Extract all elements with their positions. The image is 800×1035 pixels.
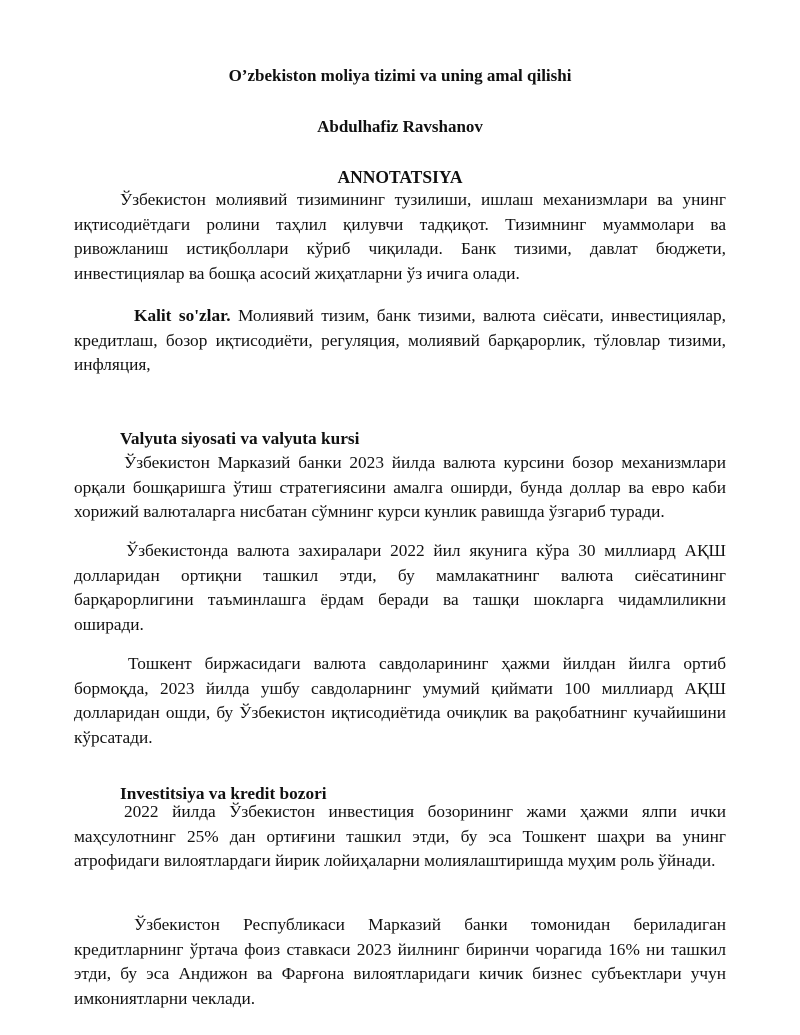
- author-name: Abdulhafiz Ravshanov: [317, 117, 483, 136]
- document-title: O’zbekiston moliya tizimi va uning amal qilishi: [228, 66, 572, 85]
- section-heading-investment: Investitsiya va kredit bozori: [120, 784, 327, 803]
- keywords-list: Молиявий тизим, банк тизими, валюта сиёсати, инвестициялар, кредитлаш, бозор иқтисодиёти, регуляция, молиявий барқарорлик, тўловлар тизими, инфляция,: [74, 306, 726, 375]
- annotation-heading: ANNOTATSIYA: [337, 167, 463, 187]
- annotation-paragraph: Ўзбекистон молиявий тизимининг тузилиши, ишлаш механизмлари ва унинг иқтисодиётдаги ролини таҳлил қилувчи тадқиқот. Тизимнинг муаммолари ва ривожланиш истиқболлари кўриб чиқилади. Банк тизими, давлат бюджети, инвестициялар ва бошқа асосий жиҳатларни ўз ичига олади.: [74, 190, 726, 283]
- paragraph: Ўзбекистон Марказий банки 2023 йилда валюта курсини бозор механизмлари орқали бошқаришга ўтиш стратегиясини амалга оширди, бунда доллар ва евро каби хорижий валюталарга нисбатан сўмнинг курси кунлик равишда ўзгариб туради.: [74, 453, 726, 522]
- paragraph: Ўзбекистонда валюта захиралари 2022 йил якунига кўра 30 миллиард АҚШ долларидан ортиқни ташкил этди, бу мамлакатнинг валюта сиёсатининг барқарорлигини таъминлашга ёрдам беради ва ташқи шокларга чидамлиликни оширади.: [74, 541, 726, 634]
- keywords-label: Kalit so'zlar.: [134, 306, 231, 325]
- keywords-paragraph: [74, 304, 726, 378]
- paragraph: 2022 йилда Ўзбекистон инвестиция бозорининг жами ҳажми ялпи ички маҳсулотнинг 25% дан ортиғини ташкил этди, бу эса Тошкент шаҳри ва унинг атрофидаги вилоятлардаги йирик лойиҳаларни молиялаштиришда муҳим роль ўйнади.: [74, 802, 726, 871]
- paragraph: Ўзбекистон Республикаси Марказий банки томонидан бериладиган кредитларнинг ўртача фоиз ставкаси 2023 йилнинг биринчи чорагида 16% ни ташкил этди, бу эса Андижон ва Фарғона вилоятларидаги кичик бизнес субъектлари учун имкониятларни чеклади.: [74, 915, 726, 1008]
- paragraph: Тошкент биржасидаги валюта савдоларининг ҳажми йилдан йилга ортиб бормоқда, 2023 йилда ушбу савдоларнинг умумий қиймати 100 миллиард АҚШ долларидан ошди, бу Ўзбекистон иқтисодиётида очиқлик ва рақобатнинг кучайишини кўрсатади.: [74, 654, 726, 747]
- section-heading-currency: Valyuta siyosati va valyuta kursi: [120, 429, 360, 448]
